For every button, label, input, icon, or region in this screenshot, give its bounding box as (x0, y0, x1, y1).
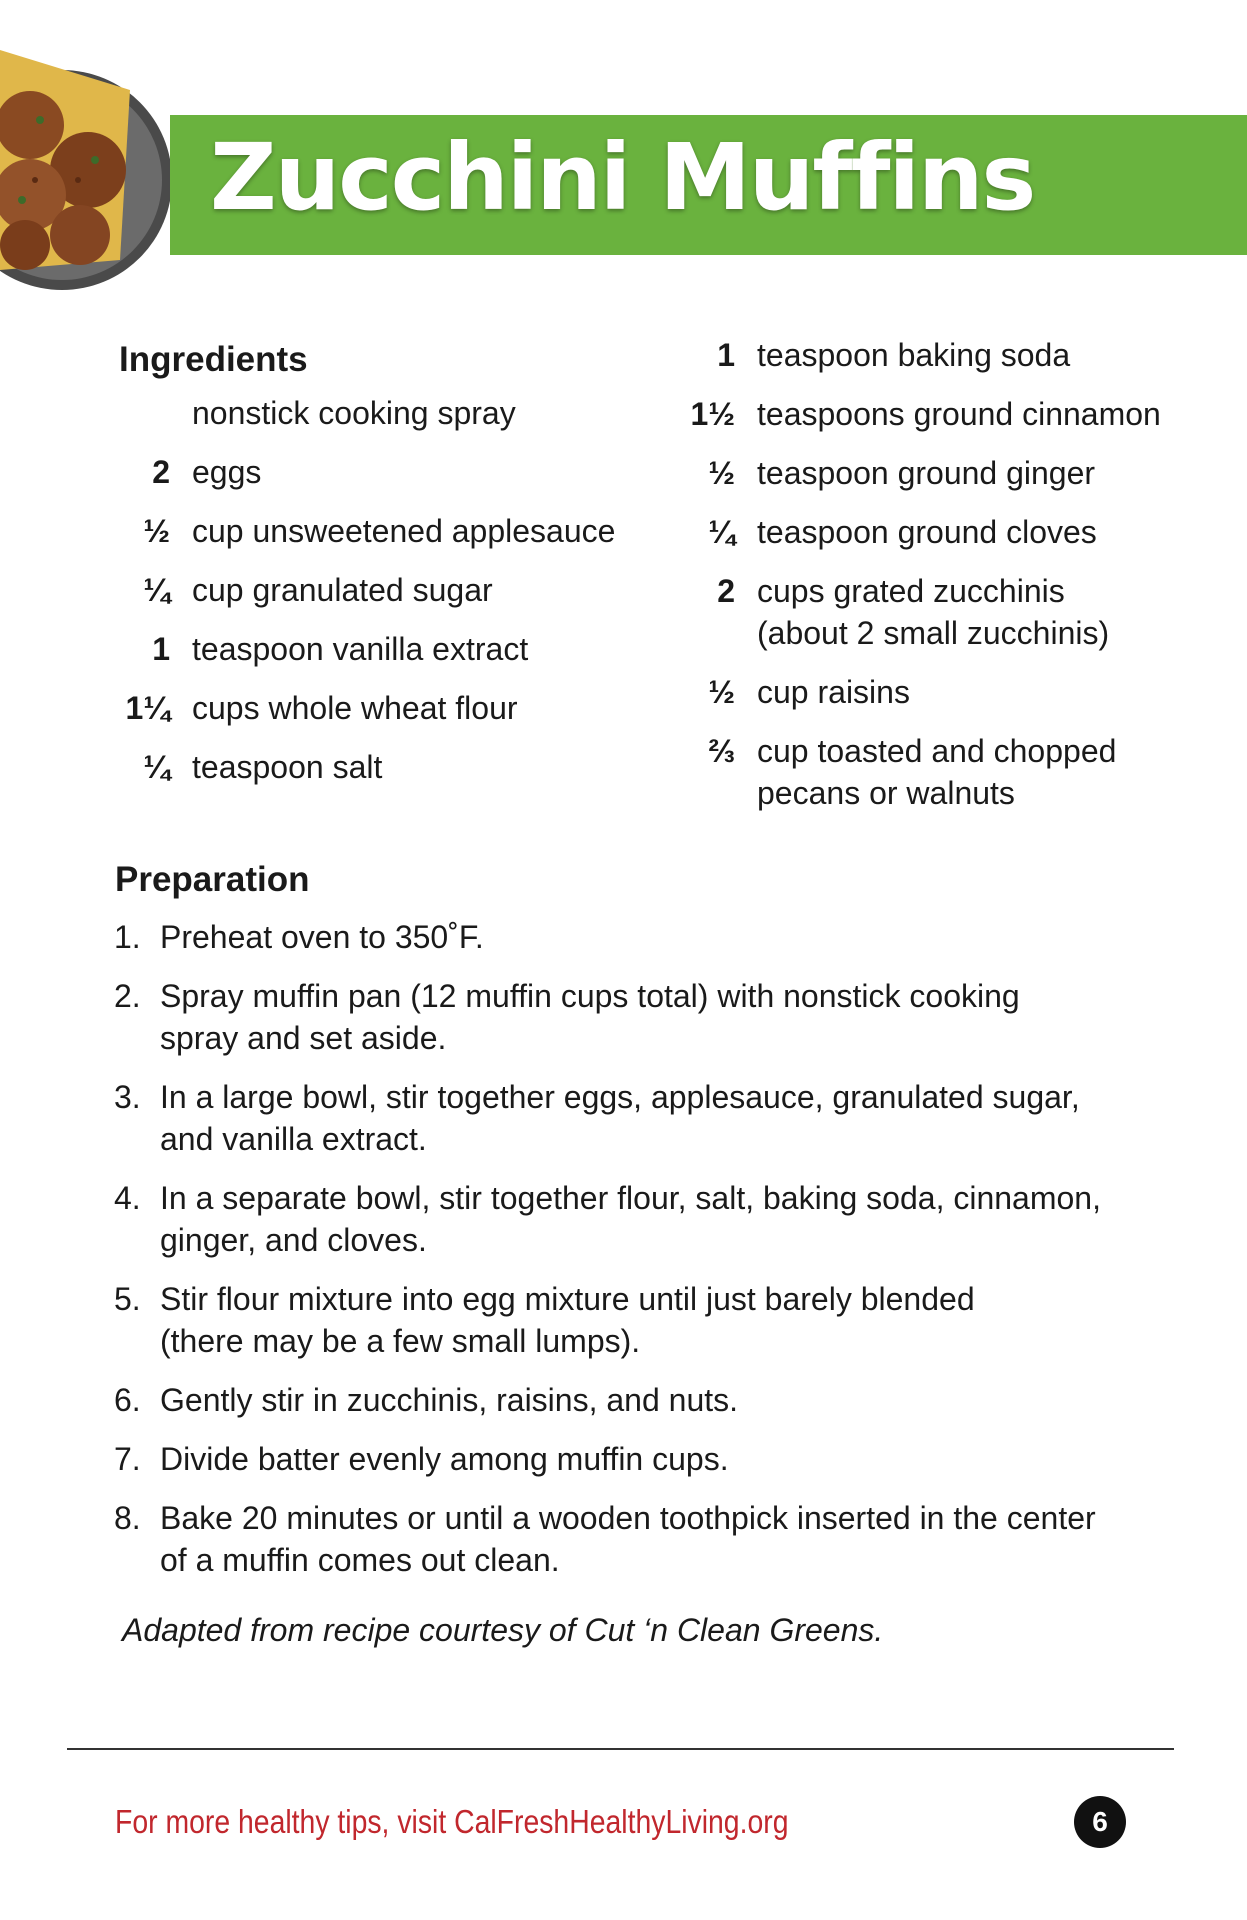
ingredient-qty: 1¼ (125, 690, 170, 726)
footer-divider (67, 1748, 1174, 1750)
ingredient-row (0, 334, 1247, 376)
ingredient-row (0, 730, 1247, 814)
step-number: 4. (114, 1180, 141, 1216)
step-text: Preheat oven to 350˚F. (160, 919, 484, 955)
ingredient-item: cups grated zucchinis (757, 573, 1065, 609)
ingredient-item: teaspoon ground ginger (757, 455, 1096, 491)
ingredient-item: eggs (192, 454, 262, 490)
ingredient-row (0, 570, 1247, 654)
recipe-title: Zucchini Muffins (210, 124, 1035, 231)
ingredients-heading: Ingredients (119, 340, 308, 379)
ingredient-qty: 1 (152, 631, 170, 667)
step-number: 5. (114, 1281, 141, 1317)
step-text-continued: and vanilla extract. (160, 1121, 427, 1157)
step-text: Stir flour mixture into egg mixture until just barely blended (160, 1281, 975, 1317)
step-number: 1. (114, 919, 141, 955)
ingredient-item: cups whole wheat flour (192, 690, 518, 726)
step-text-continued: (there may be a few small lumps). (160, 1323, 641, 1359)
ingredient-qty: ¼ (708, 514, 735, 550)
ingredients-section (0, 330, 1247, 830)
ingredient-qty: ¼ (143, 572, 170, 608)
ingredient-item: teaspoon ground cloves (757, 514, 1097, 550)
step-number: 6. (114, 1382, 141, 1418)
ingredient-row (0, 393, 1247, 435)
ingredient-item: teaspoons ground cinnamon (757, 396, 1161, 432)
ingredient-qty: ¼ (143, 749, 170, 785)
ingredient-item: cup raisins (757, 674, 910, 710)
ingredient-qty: 2 (717, 573, 735, 609)
preparation-heading: Preparation (115, 860, 310, 899)
ingredient-item: teaspoon baking soda (757, 337, 1071, 373)
ingredient-qty: ½ (708, 674, 735, 710)
step-number: 7. (114, 1441, 141, 1477)
step-number: 2. (114, 978, 141, 1014)
step-text: Bake 20 minutes or until a wooden toothpick inserted in the center (160, 1500, 1096, 1536)
ingredient-item-continued: pecans or walnuts (757, 775, 1015, 811)
step-text: In a large bowl, stir together eggs, applesauce, granulated sugar, (160, 1079, 1080, 1115)
step-text-continued: of a muffin comes out clean. (160, 1542, 560, 1578)
ingredient-row (0, 671, 1247, 713)
ingredient-qty: ½ (143, 513, 170, 549)
step-text-continued: ginger, and cloves. (160, 1222, 427, 1258)
ingredient-item: cup granulated sugar (192, 572, 493, 608)
ingredient-row (0, 452, 1247, 494)
ingredient-item: cup unsweetened applesauce (192, 513, 616, 549)
ingredient-row (0, 511, 1247, 553)
step-text: In a separate bowl, stir together flour, salt, baking soda, cinnamon, (160, 1180, 1101, 1216)
step-text-continued: spray and set aside. (160, 1020, 447, 1056)
ingredient-item: cup toasted and chopped (757, 733, 1117, 769)
ingredient-item: nonstick cooking spray (192, 395, 516, 431)
ingredient-qty: 1 (717, 337, 735, 373)
ingredient-qty: ⅔ (708, 733, 735, 769)
muffin-basket-illustration (0, 30, 180, 300)
step-number: 3. (114, 1079, 141, 1115)
ingredient-qty: 2 (152, 454, 170, 490)
ingredient-item-continued: (about 2 small zucchinis) (757, 615, 1110, 651)
ingredient-item: teaspoon vanilla extract (192, 631, 529, 667)
recipe-credit: Adapted from recipe courtesy of Cut ‘n Clean Greens. (122, 1612, 884, 1648)
step-text: Gently stir in zucchinis, raisins, and nuts. (160, 1382, 739, 1418)
step-text: Spray muffin pan (12 muffin cups total) with nonstick cooking (160, 978, 1020, 1014)
step-number: 8. (114, 1500, 141, 1536)
ingredient-item: teaspoon salt (192, 749, 383, 785)
ingredient-qty: 1½ (690, 396, 735, 432)
page-number-badge: 6 (1074, 1796, 1126, 1848)
footer-website-link[interactable]: For more healthy tips, visit CalFreshHealthyLiving.org (115, 1803, 789, 1840)
step-text: Divide batter evenly among muffin cups. (160, 1441, 729, 1477)
ingredient-qty: ½ (708, 455, 735, 491)
